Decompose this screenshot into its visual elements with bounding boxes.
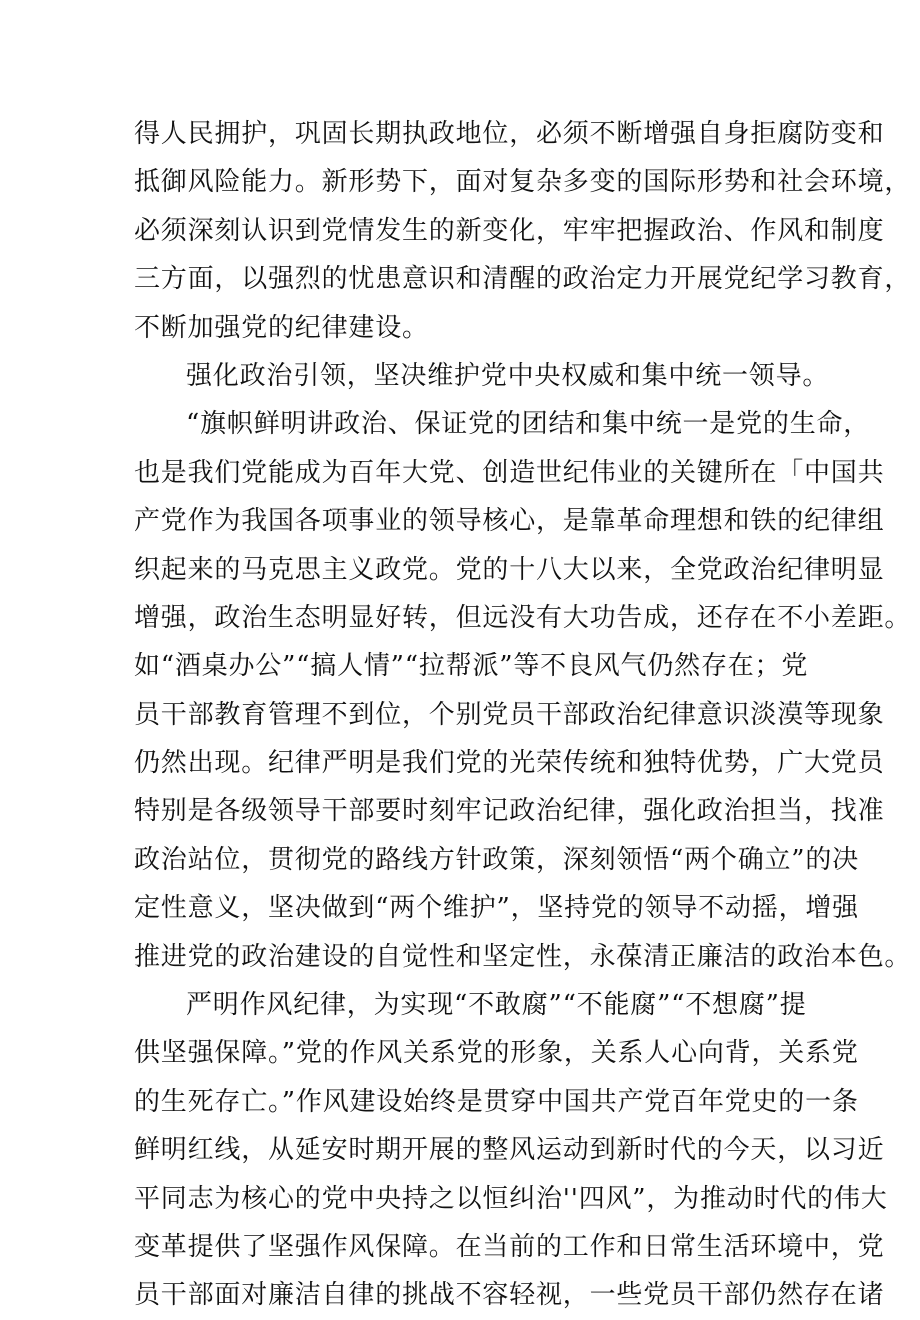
- text-line: 变革提供了坚强作风保障。在当前的工作和日常生活环境中，党: [134, 1231, 885, 1262]
- document-body: [134, 110, 912, 1320]
- paragraph-style-discipline: [134, 981, 888, 1320]
- section-heading-political: [134, 352, 830, 400]
- text-line: 如“酒桌办公”“搞人情”“拉帮派”等不良风气仍然存在；党: [134, 651, 809, 682]
- text-line: 的生死存亡。”作风建设始终是贯穿中国共产党百年党史的一条: [134, 1086, 859, 1117]
- paragraph-political: [134, 400, 912, 981]
- text-line: 平同志为核心的党中央持之以恒纠治''四风”，为推动时代的伟大: [134, 1183, 888, 1214]
- text-line: 织起来的马克思主义政党。党的十八大以来，全党政治纪律明显: [134, 554, 885, 585]
- text-line: 抵御风险能力。新形势下，面对复杂多变的国际形势和社会环境，: [134, 167, 912, 198]
- text-line: 产党作为我国各项事业的领导核心，是靠革命理想和铁的纪律组: [134, 506, 885, 537]
- text-line: 强化政治引领，坚决维护党中央权威和集中统一领导。: [186, 360, 830, 391]
- text-line: 也是我们党能成为百年大党、创造世纪伟业的关键所在「中国共: [134, 457, 885, 488]
- text-line: 定性意义，坚决做到“两个维护”，坚持党的领导不动摇，增强: [134, 893, 859, 924]
- text-line: 特别是各级领导干部要时刻牢记政治纪律，强化政治担当，找准: [134, 796, 885, 827]
- text-line: “旗帜鲜明讲政治、保证党的团结和集中统一是党的生命，: [186, 409, 871, 440]
- text-line: 员干部面对廉洁自律的挑战不容轻视，一些党员干部仍然存在诸: [134, 1280, 885, 1311]
- text-line: 不断加强党的纪律建设。: [134, 312, 429, 343]
- text-line: 严明作风纪律，为实现“不敢腐”“不能腐”“不想腐”提: [186, 990, 807, 1021]
- text-line: 鲜明红线，从延安时期开展的整风运动到新时代的今天，以习近: [134, 1135, 885, 1166]
- text-line: 三方面，以强烈的忧患意识和清醒的政治定力开展党纪学习教育，: [134, 264, 912, 295]
- text-line: 仍然出现。纪律严明是我们党的光荣传统和独特优势，广大党员: [134, 748, 885, 779]
- text-line: 必须深刻认识到党情发生的新变化，牢牢把握政治、作风和制度: [134, 215, 885, 246]
- text-line: 员干部教育管理不到位，个别党员干部政治纪律意识淡漠等现象: [134, 699, 885, 730]
- text-line: 增强，政治生态明显好转，但远没有大功告成，还存在不小差距。: [134, 602, 912, 633]
- paragraph-continuation: [134, 110, 912, 352]
- text-line: 政治站位，贯彻党的路线方针政策，深刻领悟“两个确立”的决: [134, 844, 859, 875]
- text-line: 推进党的政治建设的自觉性和坚定性，永葆清正廉洁的政治本色。: [134, 941, 912, 972]
- text-line: 得人民拥护，巩固长期执政地位，必须不断增强自身拒腐防变和: [134, 119, 885, 149]
- text-line: 供坚强保障。”党的作风关系党的形象，关系人心向背，关系党: [134, 1038, 859, 1069]
